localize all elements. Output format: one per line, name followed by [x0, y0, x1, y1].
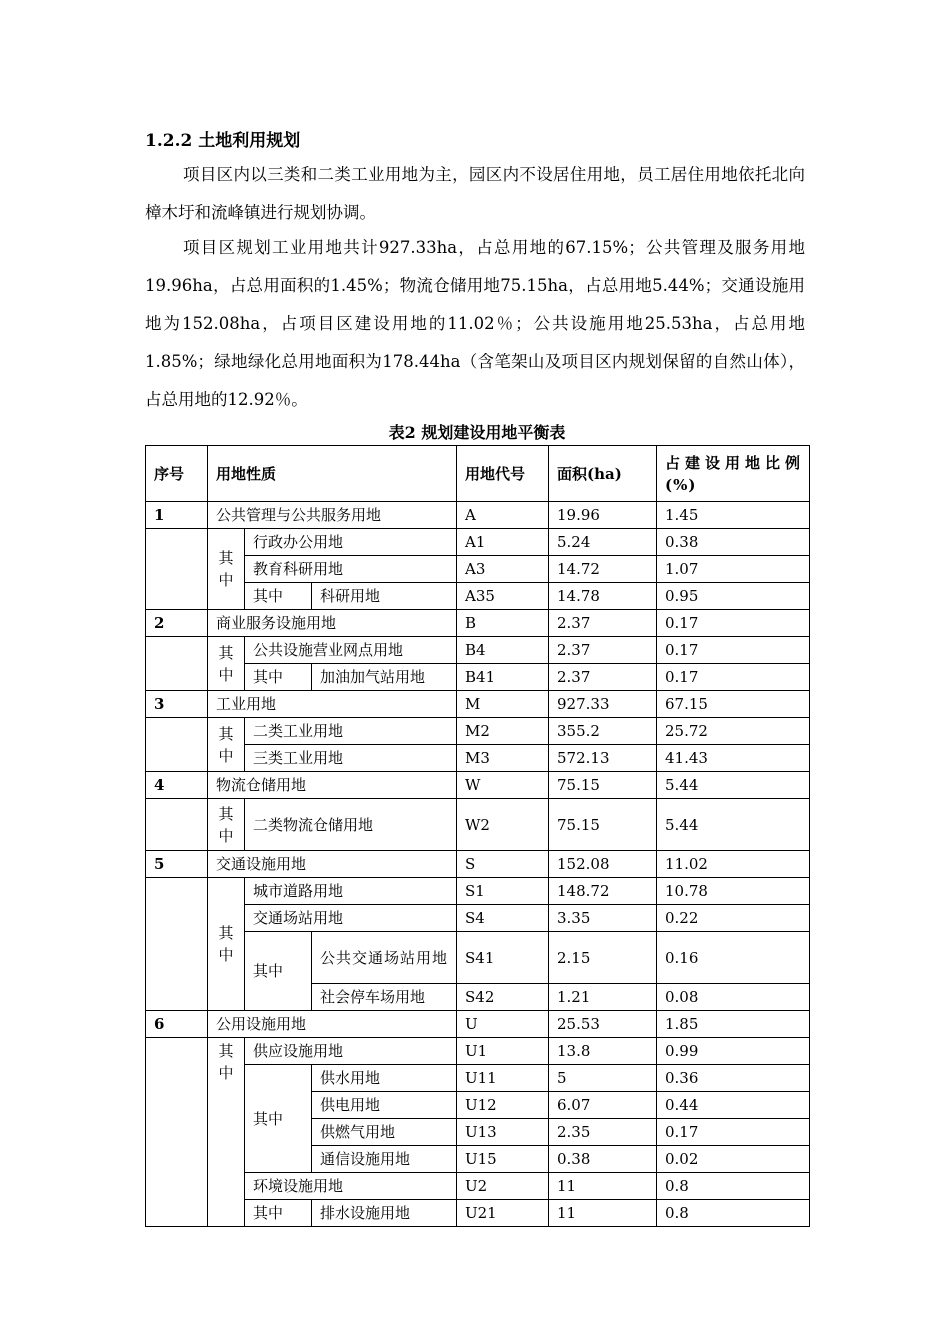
- header-nature: 用地性质: [208, 446, 457, 502]
- row-seq: 6: [146, 1011, 208, 1038]
- row-area: 14.72: [549, 556, 657, 583]
- row-area: 2.35: [549, 1119, 657, 1146]
- row-area: 572.13: [549, 745, 657, 772]
- row-code: S4: [457, 905, 549, 932]
- row-name: 公共设施营业网点用地: [245, 637, 457, 664]
- qizhong-label: 其中: [245, 932, 312, 1011]
- qizhong-label: 其中: [245, 664, 312, 691]
- row-code: S1: [457, 878, 549, 905]
- row-area: 2.37: [549, 610, 657, 637]
- row-area: 19.96: [549, 502, 657, 529]
- row-ratio: 0.38: [657, 529, 810, 556]
- row-area: 927.33: [549, 691, 657, 718]
- row-ratio: 0.02: [657, 1146, 810, 1173]
- table-row: [146, 772, 810, 799]
- row-seq: 3: [146, 691, 208, 718]
- row-ratio: 1.45: [657, 502, 810, 529]
- header-area: 面积(ha): [549, 446, 657, 502]
- table-row: [146, 664, 810, 691]
- row-code: W2: [457, 799, 549, 851]
- row-ratio: 0.8: [657, 1173, 810, 1200]
- row-seq-blank: [146, 718, 208, 772]
- table-row: [146, 556, 810, 583]
- row-code: U13: [457, 1119, 549, 1146]
- table-row: [146, 905, 810, 932]
- row-code: U15: [457, 1146, 549, 1173]
- row-code: U21: [457, 1200, 549, 1227]
- row-name: 科研用地: [312, 583, 457, 610]
- row-ratio: 0.17: [657, 1119, 810, 1146]
- row-area: 5.24: [549, 529, 657, 556]
- table-row: [146, 1200, 810, 1227]
- qizhong-label: 其中: [245, 1065, 312, 1173]
- table-row: [146, 1173, 810, 1200]
- row-area: 14.78: [549, 583, 657, 610]
- row-code: A1: [457, 529, 549, 556]
- row-code: U12: [457, 1092, 549, 1119]
- row-ratio: 5.44: [657, 799, 810, 851]
- row-ratio: 0.8: [657, 1200, 810, 1227]
- table-row: [146, 583, 810, 610]
- row-ratio: 0.22: [657, 905, 810, 932]
- row-code: U11: [457, 1065, 549, 1092]
- row-name: 排水设施用地: [312, 1200, 457, 1227]
- row-name: 供燃气用地: [312, 1119, 457, 1146]
- qizhong-label: 其 中: [208, 799, 245, 851]
- header-seq: 序号: [146, 446, 208, 502]
- row-code: M3: [457, 745, 549, 772]
- row-area: 6.07: [549, 1092, 657, 1119]
- row-code: A3: [457, 556, 549, 583]
- row-area: 1.21: [549, 984, 657, 1011]
- row-name: 行政办公用地: [245, 529, 457, 556]
- qizhong-label: 其 中: [208, 529, 245, 610]
- row-code: S41: [457, 932, 549, 984]
- row-seq-blank: [146, 799, 208, 851]
- row-area: 11: [549, 1173, 657, 1200]
- row-code: S42: [457, 984, 549, 1011]
- row-ratio: 1.85: [657, 1011, 810, 1038]
- row-code: U2: [457, 1173, 549, 1200]
- row-area: 3.35: [549, 905, 657, 932]
- row-ratio: 0.17: [657, 610, 810, 637]
- table-row: [146, 718, 810, 745]
- row-name: 物流仓储用地: [208, 772, 457, 799]
- table-row: [146, 529, 810, 556]
- row-area: 5: [549, 1065, 657, 1092]
- row-ratio: 67.15: [657, 691, 810, 718]
- row-name: 工业用地: [208, 691, 457, 718]
- row-area: 152.08: [549, 851, 657, 878]
- row-area: 0.38: [549, 1146, 657, 1173]
- row-name: 交通场站用地: [245, 905, 457, 932]
- row-code: M: [457, 691, 549, 718]
- row-name: 二类物流仓储用地: [245, 799, 457, 851]
- header-code: 用地代号: [457, 446, 549, 502]
- paragraph-2: 项目区规划工业用地共计927.33ha，占总用地的67.15%；公共管理及服务用地19.96ha，占总用面积的1.45%；物流仓储用地75.15ha，占总用地5.44%；交通设施用地为152.08ha，占项目区建设用地的11.02％；公共设施用地25.53ha，占总用地1.85%；绿地绿化总用地面积为178.44ha（含笔架山及项目区内规划保留的自然山体），占总用地的12.92％。: [145, 238, 805, 409]
- row-code: B4: [457, 637, 549, 664]
- row-ratio: 25.72: [657, 718, 810, 745]
- table-row: [146, 799, 810, 851]
- row-name: 三类工业用地: [245, 745, 457, 772]
- row-seq-blank: [146, 529, 208, 610]
- row-name: 商业服务设施用地: [208, 610, 457, 637]
- row-code: M2: [457, 718, 549, 745]
- row-ratio: 11.02: [657, 851, 810, 878]
- row-ratio: 0.17: [657, 637, 810, 664]
- row-ratio: 0.17: [657, 664, 810, 691]
- row-name: 加油加气站用地: [312, 664, 457, 691]
- row-area: 2.37: [549, 637, 657, 664]
- qizhong-label: 其中: [245, 583, 312, 610]
- table-row: [146, 691, 810, 718]
- row-ratio: 0.99: [657, 1038, 810, 1065]
- row-seq-blank: [146, 878, 208, 1011]
- row-seq: 4: [146, 772, 208, 799]
- land-use-balance-table: [145, 445, 810, 1227]
- row-ratio: 10.78: [657, 878, 810, 905]
- row-name: 城市道路用地: [245, 878, 457, 905]
- row-code: U1: [457, 1038, 549, 1065]
- row-area: 355.2: [549, 718, 657, 745]
- row-area: 13.8: [549, 1038, 657, 1065]
- row-name: 环境设施用地: [245, 1173, 457, 1200]
- row-name: 供电用地: [312, 1092, 457, 1119]
- row-area: 11: [549, 1200, 657, 1227]
- header-ratio: 占建设用地比例(%): [657, 446, 810, 502]
- row-seq-blank: [146, 637, 208, 691]
- row-seq-blank: [146, 1038, 208, 1227]
- table-row: [146, 1065, 810, 1092]
- row-area: 2.15: [549, 932, 657, 984]
- row-name: 公用设施用地: [208, 1011, 457, 1038]
- row-seq: 2: [146, 610, 208, 637]
- row-code: U: [457, 1011, 549, 1038]
- row-name: 通信设施用地: [312, 1146, 457, 1173]
- row-code: S: [457, 851, 549, 878]
- row-name: 供应设施用地: [245, 1038, 457, 1065]
- section-heading: 1.2.2 土地利用规划: [145, 131, 301, 151]
- table-row: [146, 878, 810, 905]
- qizhong-label: 其 中: [208, 637, 245, 691]
- row-name: 供水用地: [312, 1065, 457, 1092]
- table-row: [146, 932, 810, 984]
- row-area: 25.53: [549, 1011, 657, 1038]
- row-ratio: 1.07: [657, 556, 810, 583]
- table-row: [146, 1038, 810, 1065]
- row-ratio: 0.95: [657, 583, 810, 610]
- row-area: 75.15: [549, 799, 657, 851]
- row-code: B41: [457, 664, 549, 691]
- row-area: 2.37: [549, 664, 657, 691]
- qizhong-label: 其 中: [208, 718, 245, 772]
- row-ratio: 0.08: [657, 984, 810, 1011]
- row-name: 社会停车场用地: [312, 984, 457, 1011]
- row-name: 教育科研用地: [245, 556, 457, 583]
- row-name: 二类工业用地: [245, 718, 457, 745]
- row-ratio: 5.44: [657, 772, 810, 799]
- table-row: [146, 745, 810, 772]
- row-ratio: 0.36: [657, 1065, 810, 1092]
- qizhong-label: 其 中: [208, 878, 245, 1011]
- row-name: 公共管理与公共服务用地: [208, 502, 457, 529]
- table-row: [146, 502, 810, 529]
- row-ratio: 41.43: [657, 745, 810, 772]
- row-ratio: 0.44: [657, 1092, 810, 1119]
- row-name: 公共交通场站用地: [312, 932, 457, 984]
- paragraph-1: 项目区内以三类和二类工业用地为主，园区内不设居住用地，员工居住用地依托北向樟木圩和流峰镇进行规划协调。: [145, 165, 805, 222]
- qizhong-label: 其中: [245, 1200, 312, 1227]
- table-caption: 表2 规划建设用地平衡表: [388, 423, 566, 442]
- row-code: B: [457, 610, 549, 637]
- row-area: 75.15: [549, 772, 657, 799]
- row-ratio: 0.16: [657, 932, 810, 984]
- qizhong-label: 其 中: [208, 1038, 245, 1227]
- row-code: W: [457, 772, 549, 799]
- table-row: [146, 851, 810, 878]
- table-header-row: [146, 446, 810, 502]
- table-row: [146, 610, 810, 637]
- table-row: [146, 1011, 810, 1038]
- row-area: 148.72: [549, 878, 657, 905]
- row-seq: 1: [146, 502, 208, 529]
- row-code: A: [457, 502, 549, 529]
- row-code: A35: [457, 583, 549, 610]
- table-row: [146, 637, 810, 664]
- row-seq: 5: [146, 851, 208, 878]
- row-name: 交通设施用地: [208, 851, 457, 878]
